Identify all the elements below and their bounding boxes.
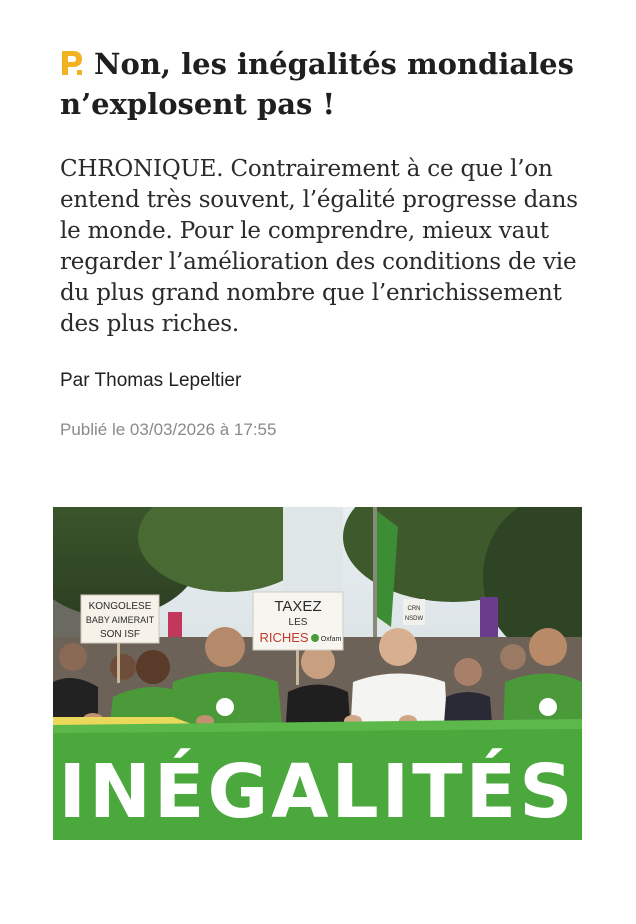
author-link[interactable]: Thomas Lepeltier (94, 370, 242, 391)
publish-date: Publié le 03/03/2026 à 17:55 (60, 420, 277, 439)
sign-left-line-3: SON ISF (99, 629, 141, 640)
sign-right-line-1: CRN (407, 606, 421, 612)
article-title[interactable] (60, 44, 582, 124)
sign-center-line-3: RICHES (259, 630, 309, 645)
sign-center-line-1: TAXEZ (274, 598, 322, 615)
premium-p-icon (60, 49, 84, 77)
title-text: Non, les inégalités mondiales n’explosent pas ! (60, 47, 574, 121)
sign-center-logo: Oxfam (320, 636, 342, 643)
banner-text: INÉGALITÉS (58, 749, 576, 835)
byline-prefix: Par (60, 370, 90, 391)
article-photo[interactable] (53, 507, 582, 840)
article-lead: CHRONIQUE. Contrairement à ce que l’on entend très souvent, l’égalité progresse dans le monde. Pour le comprendre, mieux vaut regarder l’amélioration des conditions de vie du plus grand nombre que l’enrichissement des plus riches. (60, 156, 578, 337)
byline (60, 370, 582, 392)
article (60, 44, 582, 440)
sign-left-line-2: BABY AIMERAIT (85, 615, 155, 625)
sign-right-line-2: NSDW (404, 616, 424, 622)
sign-center-line-2: LES (288, 617, 308, 628)
sign-left-line-1: KONGOLESE (88, 601, 152, 612)
